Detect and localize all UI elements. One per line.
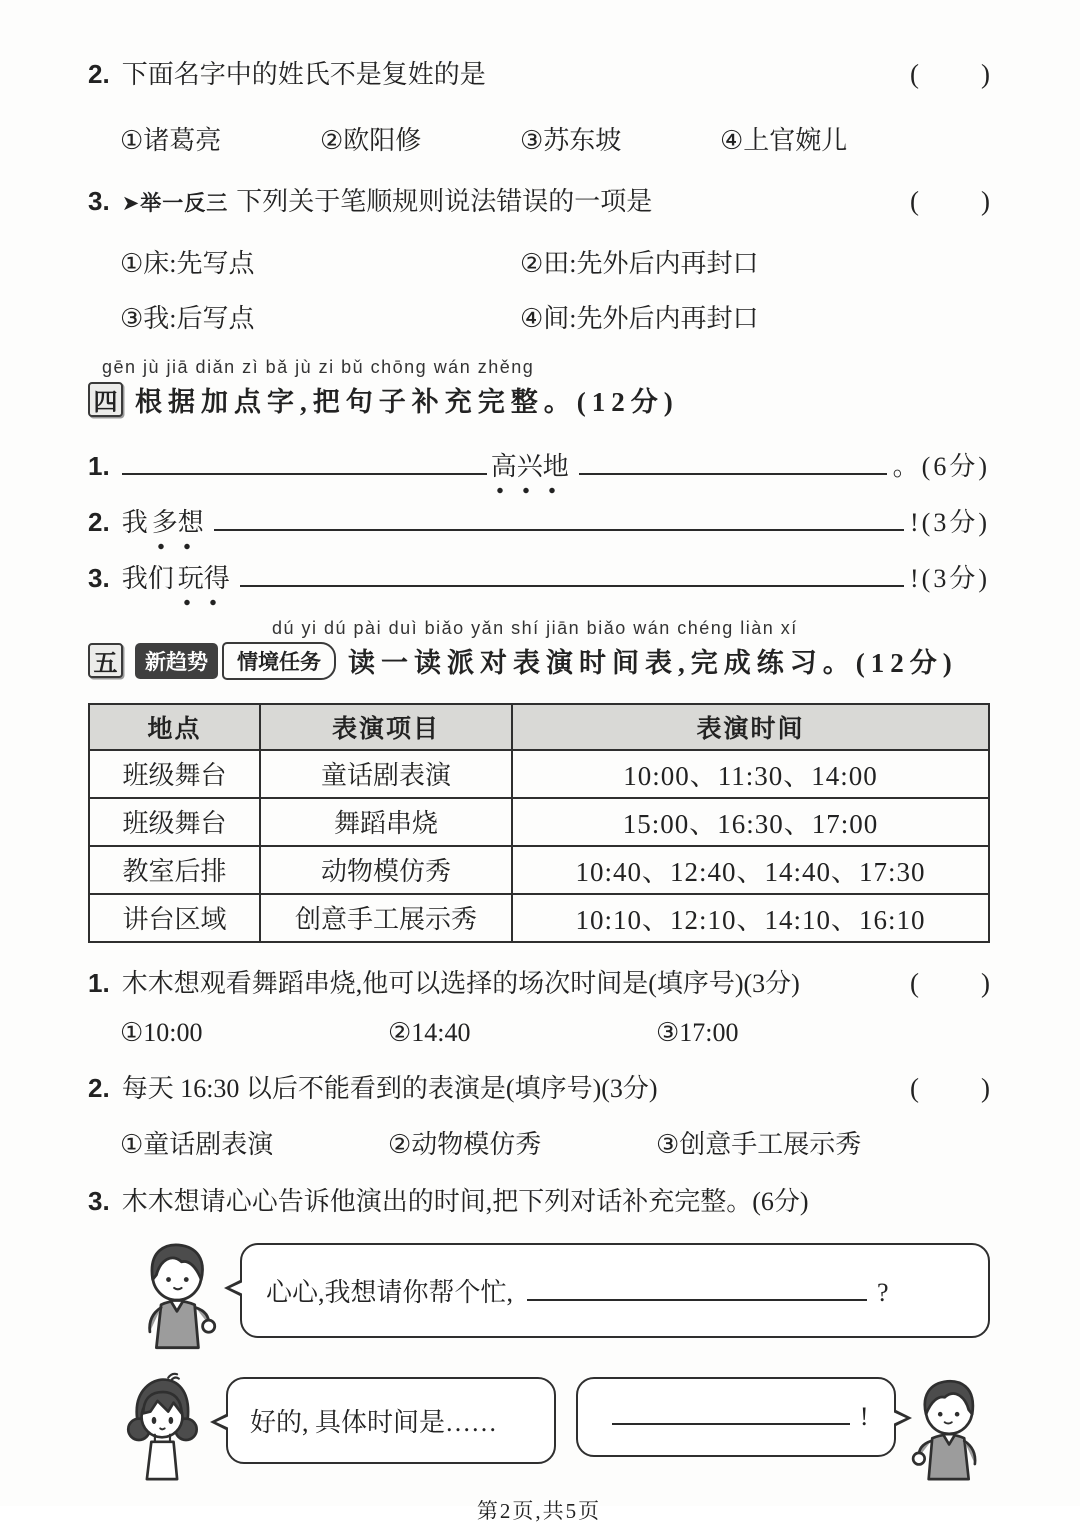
speech-bubble-3 [576,1377,896,1457]
cell-time: 15:00、16:30、17:00 [512,798,989,846]
boy-avatar-icon [134,1233,218,1355]
option-4: ④间:先外后内再封口 [520,303,759,333]
blank-line [527,1299,867,1301]
cell-location: 讲台区域 [89,894,260,942]
girl-avatar-icon [122,1369,202,1487]
paren-close: ) [981,59,990,89]
section-5-question-3 [88,1185,990,1219]
table-row [89,894,989,942]
option-2: ②欧阳修 [320,125,422,155]
speech-bubble-2 [226,1377,556,1464]
question-3-options-row-1 [88,243,990,280]
option-4: ④上官婉儿 [720,125,848,155]
fill-item-3 [88,558,990,596]
header-location: 地点 [89,704,260,750]
blank-line [240,585,904,587]
option-3: ③苏东坡 [520,125,622,155]
footer-page-number: 第2页,共5页 [476,1498,602,1523]
table-row [89,798,989,846]
question-3-options-row-2 [88,298,990,335]
section-5-question-1-options [88,1018,990,1048]
item-text: 我 [121,507,148,537]
paren-close: ) [981,967,990,998]
paren-open: ( [910,967,919,998]
boy-avatar-icon [910,1369,990,1487]
answer-brackets [910,1072,990,1106]
dotted-text: 多想 [148,502,208,551]
bubble-punct: ? [877,1277,889,1307]
item-number: 3. [88,562,110,593]
option-2: ②田:先外后内再封口 [520,248,759,278]
question-text: 木木想请心心告诉他演出的时间,把下列对话补充完整。(6分) [121,1187,809,1216]
option-3: ③创意手工展示秀 [656,1130,862,1159]
dotted-text: 高兴地 [487,446,573,495]
item-score: !(3分) [910,507,990,537]
section-5-question-2 [88,1072,990,1106]
option-2: ②14:40 [388,1018,471,1048]
section-5-marker: 五 [88,643,123,678]
question-number: 3. [88,185,110,216]
question-3 [88,185,990,219]
question-text: 每天 16:30 以后不能看到的表演是(填序号)(3分) [121,1074,658,1104]
section-5-pinyin: dú yi dú pài duì biǎo yǎn shí jiān biǎo wán chéng liàn xí [272,617,798,638]
item-score: !(3分) [910,563,990,593]
question-2 [88,58,990,92]
option-1: ①诸葛亮 [120,125,222,155]
question-text: 下面名字中的姓氏不是复姓的是 [121,60,486,89]
option-3: ③17:00 [656,1018,739,1048]
table-row [89,846,989,894]
dialog-row-1 [88,1233,990,1355]
header-program: 表演项目 [260,704,512,750]
paren-open: ( [910,1073,919,1104]
option-1: ①童话剧表演 [120,1130,274,1159]
question-text: 下列关于笔顺规则说法错误的一项是 [236,186,653,216]
bubble-text: 心心,我想请你帮个忙, [266,1277,514,1307]
section-4-pinyin: gēn jù jiā diǎn zì bǎ jù zi bǔ chōng wán zhěng [102,356,535,377]
question-2-options [88,120,990,157]
question-number: 2. [88,1073,110,1104]
speech-bubble-1 [240,1243,990,1338]
section-4-header [88,380,990,420]
table-header-row [89,704,989,750]
cell-time: 10:40、12:40、14:40、17:30 [512,846,989,894]
paren-open: ( [910,185,919,216]
situation-task-badge: 情境任务 [222,642,336,680]
question-number: 1. [88,967,110,998]
blank-line [214,529,904,531]
item-score: 。(6分) [892,451,990,481]
section-5-header [88,641,990,681]
fill-item-2 [88,502,990,540]
answer-brackets [910,58,990,92]
bubble-punct: ! [859,1401,869,1431]
header-time: 表演时间 [512,704,989,750]
blank-line [122,473,487,475]
bubble-text: 好的, 具体时间是…… [250,1407,498,1437]
paren-close: ) [981,1073,990,1104]
cell-program: 动物模仿秀 [260,846,512,894]
cell-time: 10:00、11:30、14:00 [512,750,989,798]
performance-timetable [88,703,990,943]
answer-brackets [910,185,990,219]
extension-tag: ➤举一反三 [121,190,229,215]
dialog-row-2 [88,1369,990,1487]
paren-open: ( [910,59,919,89]
section-5-question-2-options [88,1124,990,1161]
question-number: 3. [88,1186,110,1216]
section-4-marker: 四 [88,382,123,417]
cell-location: 班级舞台 [89,750,260,798]
option-1: ①床:先写点 [120,248,255,278]
new-trend-badge: 新趋势 [135,643,218,679]
fill-item-1 [88,446,990,484]
option-1: ①10:00 [120,1018,203,1048]
answer-brackets [910,967,990,1001]
cell-time: 10:10、12:10、14:10、16:10 [512,894,989,942]
blank-line [579,473,887,475]
section-5-title: 读一读派对表演时间表,完成练习。(12分) [348,648,958,678]
option-3: ③我:后写点 [120,303,255,333]
paren-close: ) [981,185,990,216]
cell-location: 班级舞台 [89,798,260,846]
option-2: ②动物模仿秀 [388,1130,542,1159]
section-5-question-1 [88,967,990,1001]
table-row [89,750,989,798]
item-number: 2. [88,506,110,537]
cell-location: 教室后排 [89,846,260,894]
question-text: 木木想观看舞蹈串烧,他可以选择的场次时间是(填序号)(3分) [121,968,800,998]
cell-program: 创意手工展示秀 [260,894,512,942]
blank-line [612,1423,850,1425]
item-number: 1. [88,450,110,481]
dotted-text: 玩得 [174,558,234,607]
cell-program: 童话剧表演 [260,750,512,798]
question-number: 2. [88,59,110,89]
cell-program: 舞蹈串烧 [260,798,512,846]
section-4-title: 根据加点字,把句子补充完整。(12分) [135,387,679,417]
item-text: 我们 [121,563,174,593]
